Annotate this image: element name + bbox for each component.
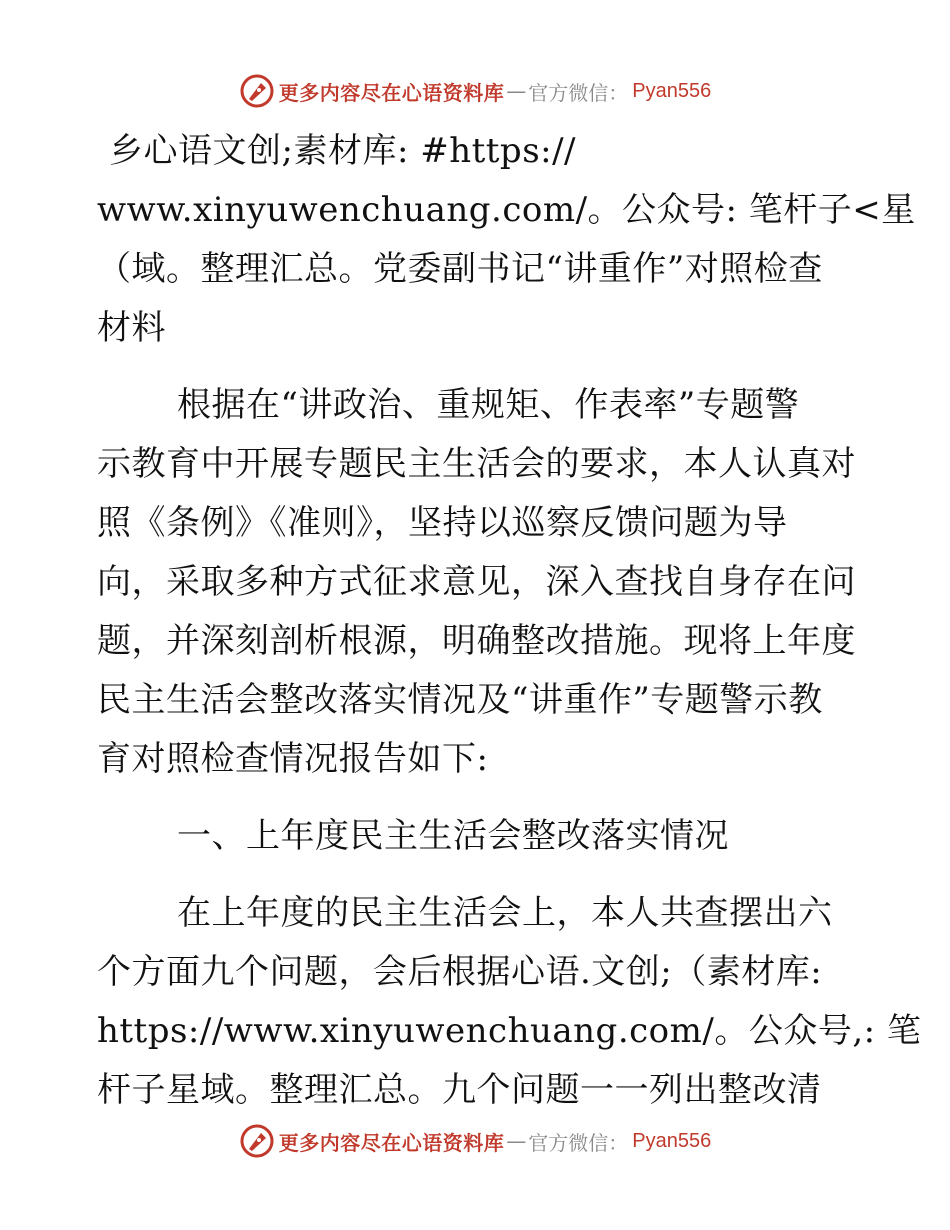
document-body bbox=[97, 122, 922, 1120]
heading-line: www.xinyuwenchuang.com/。公众号: 笔杆子<星 bbox=[97, 190, 916, 230]
watermark-dash: — bbox=[506, 79, 527, 103]
paragraph-line: https://www.xinyuwenchuang.com/。公众号,: 笔 bbox=[97, 1011, 922, 1051]
header-watermark bbox=[0, 71, 950, 111]
watermark-dash: — bbox=[506, 1129, 527, 1153]
watermark-wechat-id: Pyan556 bbox=[632, 1129, 712, 1152]
paragraph-line: 民主生活会整改落实情况及“讲重作”专题警示教 bbox=[97, 680, 823, 720]
heading-line: 材料 bbox=[97, 308, 166, 348]
paragraph-line: 照《条例》《准则》，坚持以巡察反馈问题为导 bbox=[97, 503, 788, 543]
paragraph-line: 示教育中开展专题民主生活会的要求，本人认真对 bbox=[97, 444, 856, 484]
watermark-text: 更多内容尽在心语资料库 bbox=[278, 80, 505, 105]
paragraph-line: 题，并深刻剖析根源，明确整改措施。现将上年度 bbox=[97, 621, 856, 661]
footer-watermark bbox=[0, 1121, 950, 1161]
watermark-wechat-label: 官方微信： bbox=[528, 1130, 629, 1155]
pen-nib-logo-icon bbox=[239, 1123, 275, 1159]
watermark-wechat-id: Pyan556 bbox=[632, 79, 712, 102]
watermark-text: 更多内容尽在心语资料库 bbox=[278, 1130, 505, 1155]
paragraph-line: 向，采取多种方式征求意见，深入查找自身存在问 bbox=[97, 562, 856, 602]
section-title: 一、上年度民主生活会整改落实情况 bbox=[177, 816, 729, 856]
watermark-wechat-label: 官方微信： bbox=[528, 80, 629, 105]
heading-line: 乡心语文创;素材库: #https:// bbox=[109, 131, 577, 171]
pen-nib-logo-icon bbox=[239, 73, 275, 109]
paragraph-line: 杆子星域。整理汇总。九个问题一一列出整改清 bbox=[97, 1070, 822, 1110]
heading-line: （域。整理汇总。党委副书记“讲重作”对照检查 bbox=[97, 249, 823, 289]
paragraph-line: 根据在“讲政治、重规矩、作表率”专题警 bbox=[177, 385, 800, 425]
paragraph-line: 个方面九个问题，会后根据心语.文创;（素材库: bbox=[97, 952, 823, 992]
paragraph-line: 育对照检查情况报告如下: bbox=[97, 739, 489, 779]
paragraph-line: 在上年度的民主生活会上，本人共查摆出六 bbox=[177, 893, 833, 933]
